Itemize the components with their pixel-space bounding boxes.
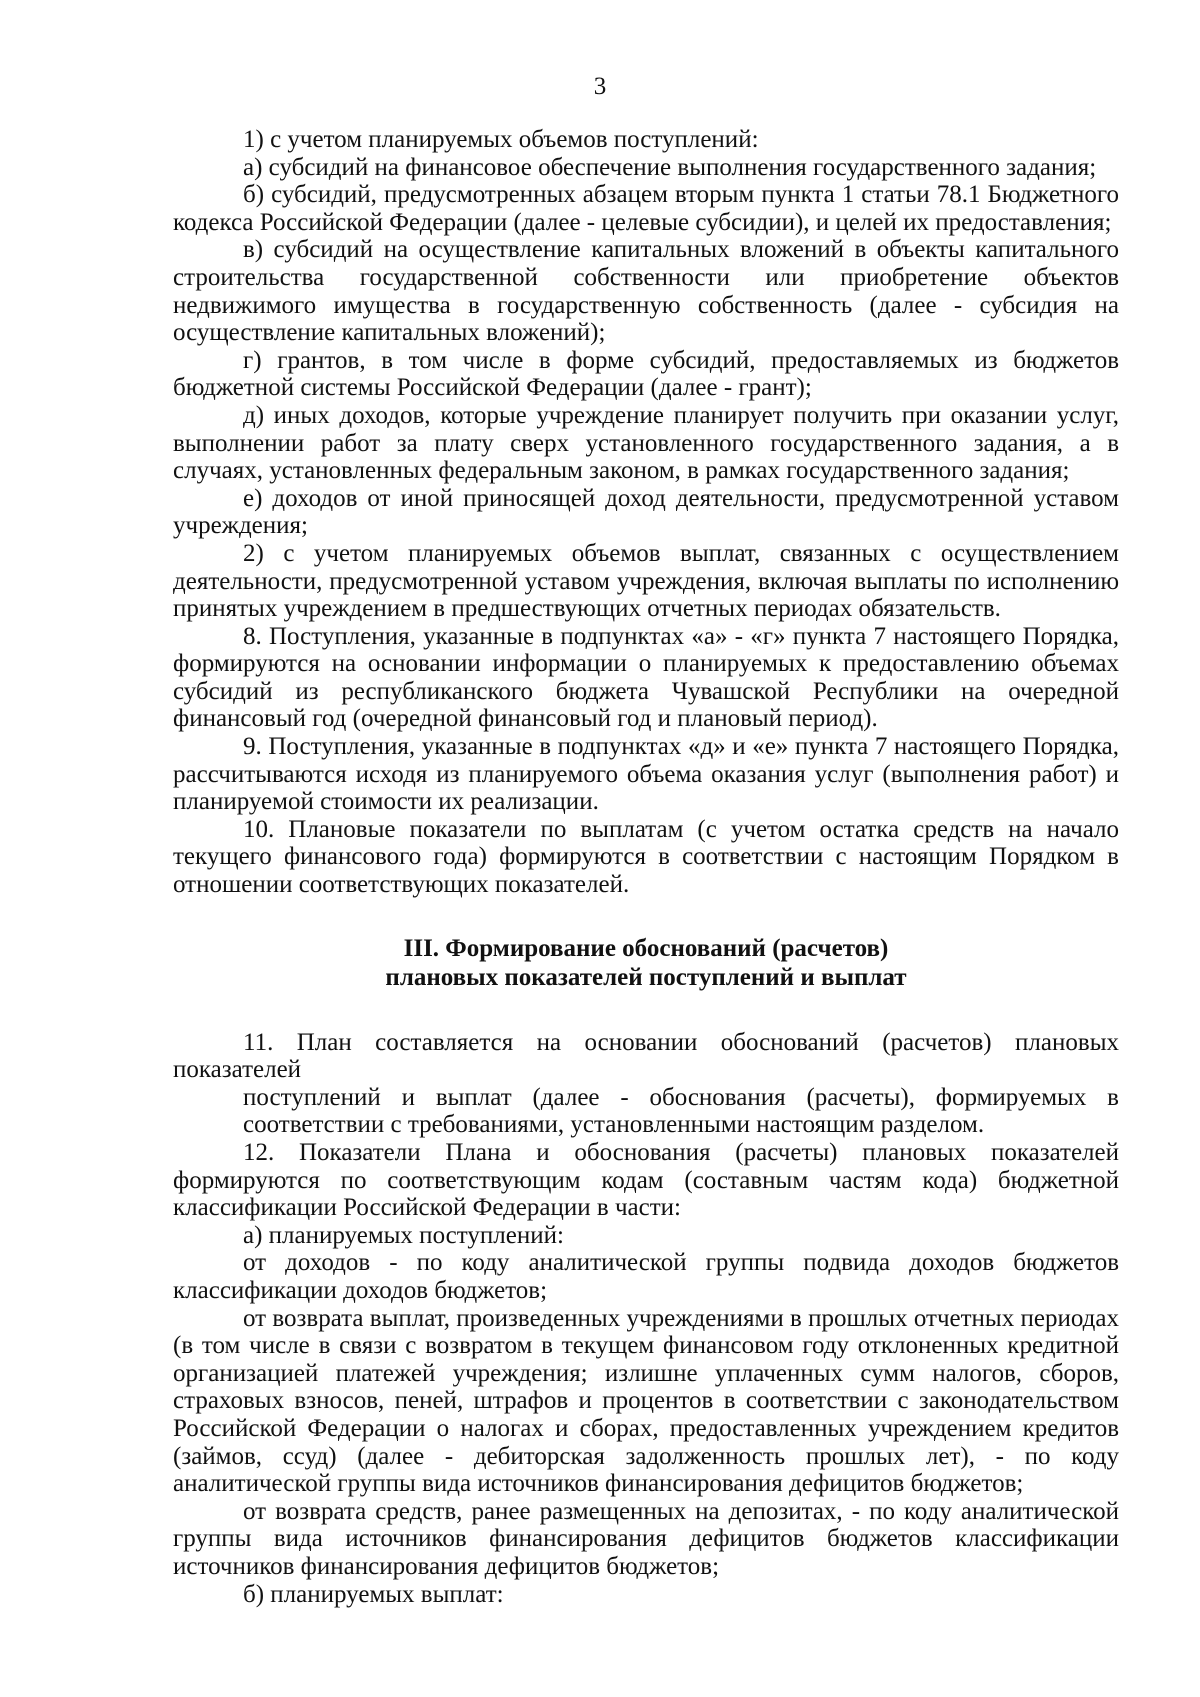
paragraph: 12. Показатели Плана и обоснования (расчеты) плановых показателей формируются по соответствующим кодам (составным частям кода) бюджетной классификации Российской Федерации в части: [173, 1139, 1119, 1222]
section-body [173, 1029, 1119, 1608]
paragraph: г) грантов, в том числе в форме субсидий, предоставляемых из бюджетов бюджетной системы Российской Федерации (далее - грант); [173, 346, 1119, 402]
paragraph: 8. Поступления, указанные в подпунктах «а» - «г» пункта 7 настоящего Порядка, формируются на основании информации о планируемых к предоставлению объемах субсидий из республиканского бюджета Чувашской Республики на очередной финансовый год (очередной финансовый год и плановый период). [173, 622, 1119, 733]
page-number: 3 [593, 73, 607, 100]
paragraph: б) субсидий, предусмотренных абзацем вторым пункта 1 статьи 78.1 Бюджетного кодекса Российской Федерации (далее - целевые субсидии), и целей их предоставления; [173, 181, 1119, 236]
paragraph: поступлений и выплат (далее - обоснования (расчеты), формируемых в соответствии с требованиями, установленными настоящим разделом. [243, 1083, 1119, 1139]
paragraph: 9. Поступления, указанные в подпунктах «д» и «е» пункта 7 настоящего Порядка, рассчитываются исходя из планируемого объема оказания услуг (выполнения работ) и планируемой стоимости их реализации. [173, 733, 1119, 816]
paragraph: е) доходов от иной приносящей доход деятельности, предусмотренной уставом учреждения; [173, 484, 1119, 540]
paragraph: д) иных доходов, которые учреждение планирует получить при оказании услуг, выполнении работ за плату сверх установленного государственного задания, а в случаях, установленных федеральным законом, в рамках государственного задания; [173, 401, 1119, 485]
paragraph: 1) с учетом планируемых объемов поступлений: [243, 126, 759, 153]
paragraph: 11. План составляется на основании обоснований (расчетов) плановых показателей [173, 1028, 1119, 1084]
document-body [173, 126, 1119, 1608]
paragraph: от возврата средств, ранее размещенных на депозитах, - по коду аналитической группы вида источников финансирования дефицитов бюджетов классификации источников финансирования дефицитов бюджетов; [173, 1497, 1119, 1580]
paragraph: в) субсидий на осуществление капитальных вложений в объекты капитального строительства государственной собственности или приобретение объектов недвижимого имущества в государственную собственность (далее - субсидия на осуществление капитальных вложений); [173, 236, 1119, 347]
paragraph: б) планируемых выплат: [243, 1580, 504, 1608]
section-heading-line-2: плановых показателей поступлений и выплат [385, 963, 907, 991]
section-heading-line-1: III. Формирование обоснований (расчетов) [403, 934, 889, 962]
section-heading [173, 934, 1119, 992]
paragraph: 10. Плановые показатели по выплатам (с учетом остатка средств на начало текущего финансового года) формируются в соответствии с настоящим Порядком в отношении соответствующих показателей. [173, 815, 1119, 899]
paragraph: от возврата выплат, произведенных учреждениями в прошлых отчетных периодах (в том числе в связи с возвратом в текущем финансовом году отклоненных кредитной организацией платежей учреждения; излишне уплаченных сумм налогов, сборов, страховых взносов, пеней, штрафов и процентов в соответствии с законодательством Российской Федерации о налогах и сборах, предоставленных учреждением кредитов (займов, ссуд) (далее - дебиторская задолженность прошлых лет), - по коду аналитической группы вида источников финансирования дефицитов бюджетов; [173, 1304, 1119, 1498]
paragraph: а) субсидий на финансовое обеспечение выполнения государственного задания; [243, 153, 1097, 181]
paragraph: а) планируемых поступлений: [243, 1221, 564, 1249]
paragraph: 2) с учетом планируемых объемов выплат, связанных с осуществлением деятельности, предусмотренной уставом учреждения, включая выплаты по исполнению принятых учреждением в предшествующих отчетных периодах обязательств. [173, 539, 1119, 623]
paragraph: от доходов - по коду аналитической группы подвида доходов бюджетов классификации доходов бюджетов; [173, 1249, 1119, 1304]
